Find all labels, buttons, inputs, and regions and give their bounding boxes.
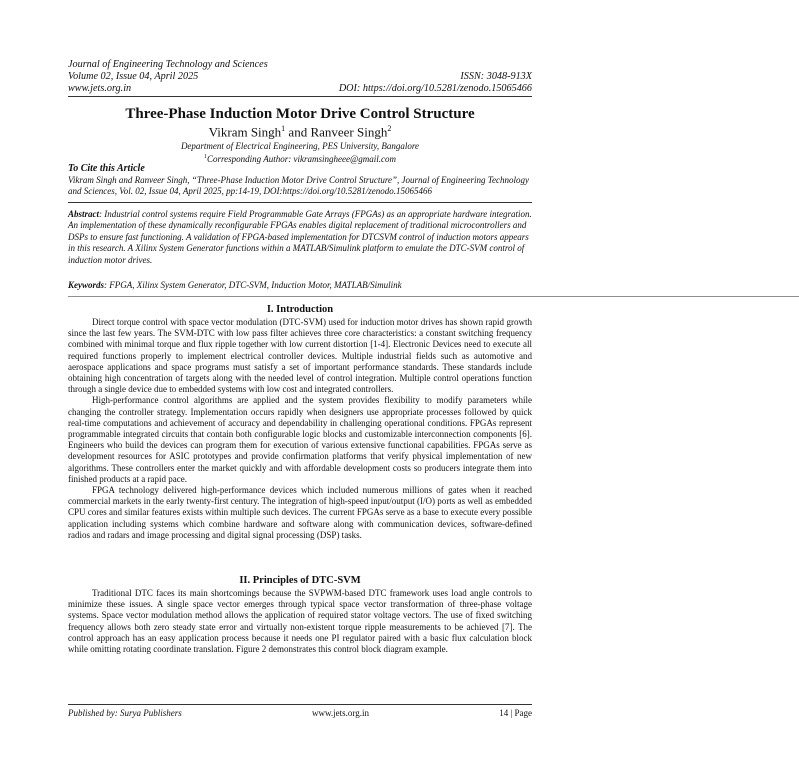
footer-website-link[interactable]: www.jets.org.in — [311, 708, 369, 718]
section-1-paragraph-3: FPGA technology delivered high-performance devices which included numerous millions of gates when it reached commercial markets in the early twenty-first century. The integration of high-speed input/output (I/O) ports as well as embedded CPU cores and similar features exists within multiple such devices. The current FPGAs serve as a base to execute every possible application including systems which combine hardware and software along with communication devices, software-defined radios and radars and image processing and digital signal processing (DSP) tasks. — [68, 485, 532, 540]
footer-page-number: 14 | Page — [499, 708, 532, 718]
section-1-body — [68, 317, 532, 541]
journal-website-link[interactable]: www.jets.org.in — [68, 83, 132, 94]
journal-header — [68, 59, 532, 95]
author-1: Vikram Singh — [208, 124, 282, 140]
header-divider — [68, 96, 532, 97]
author-1-sup: 1 — [281, 124, 286, 133]
keywords-label: Keywords — [68, 280, 104, 290]
issn: ISSN: 3048-913X — [460, 71, 532, 82]
section-1-paragraph-1: Direct torque control with space vector modulation (DTC-SVM) used for induction motor drives has shown rapid growth since the last few years. The SVM-DTC with low pass filter achieves three core characteristics: a constant switching frequency combined with minimal torque and flux ripple together with low current distortion [1-4]. Electronic Devices need to execute all required functions properly to implement electrical controller devices. Multiple industrial fields such as automotive and aerospace applications and space programs must satisfy a set of important performance standards. These standards include obtaining high concentration of targets along with the needed level of control integration. Multiple control operations function through a single device due to embedded systems with low cost and integrated controllers. — [68, 317, 532, 395]
keywords — [68, 280, 532, 290]
author-2-sup: 2 — [387, 124, 392, 133]
dash-divider: —————————————————————————————————————————————————————————————————————————————————————— — [68, 291, 799, 301]
abstract — [68, 209, 532, 266]
section-2-paragraph-1: Traditional DTC faces its main shortcomings because the SVPWM-based DTC framework uses load angle controls to minimize these issues. A single space vector emerges through typical space vector transformation of three-phase voltage systems. Space vector modulation method allows the application of required stator voltage vectors. The use of fixed switching frequency allows both zero steady state error and virtually non-existent torque ripple measurements to be achieved [7]. The control approach has an easy application process because it needs one PI regulator paired with a basic flux calculation block while omitting rotating coordinate translation. Figure 2 demonstrates this control block diagram example. — [68, 588, 532, 655]
abstract-text: : Industrial control systems require Field Programmable Gate Arrays (FPGAs) as an appropriate hardware integration. An implementation of these dynamically reconfigurable FPGAs enables digital replacement of traditional microcontrollers and DSPs to ensure fast functioning. A validation of FPGA-based implementation for DTCSVM control of induction motors appears in this research. A Xilinx System Generator functions within a MATLAB/Simulink platform to emulate the DTC-SVM control of induction motor drives. — [68, 209, 532, 265]
volume-issue: Volume 02, Issue 04, April 2025 — [68, 71, 199, 82]
author-connector: and — [285, 124, 311, 140]
author-2: Ranveer Singh — [310, 124, 388, 140]
page-footer — [68, 708, 532, 718]
section-1-heading: I. Introduction — [266, 304, 334, 315]
keywords-text: : FPGA, Xilinx System Generator, DTC-SVM, Induction Motor, MATLAB/Simulink — [104, 280, 402, 290]
author-line — [68, 124, 532, 140]
section-2-heading: II. Principles of DTC-SVM — [239, 575, 361, 586]
doi-link[interactable]: DOI: https://doi.org/10.5281/zenodo.15065466 — [338, 83, 532, 94]
footer-publisher: Published by: Surya Publishers — [68, 708, 182, 718]
citation-heading: To Cite this Article — [68, 163, 145, 174]
corresponding-author: Corresponding Author: vikramsingheee@gmail.com — [206, 154, 396, 164]
abstract-label: Abstract — [68, 209, 100, 219]
section-2-body — [68, 588, 532, 655]
journal-name: Journal of Engineering Technology and Sciences — [68, 59, 268, 70]
affiliation-block — [68, 141, 532, 165]
corresponding-sup: 1 — [203, 154, 207, 160]
department: Department of Electrical Engineering, PES University, Bangalore — [180, 141, 420, 151]
citation-divider — [68, 202, 532, 203]
citation-text: Vikram Singh and Ranveer Singh, “Three-Phase Induction Motor Drive Control Structure”, Journal of Engineering Technology and Sciences, Vol. 02, Issue 04, April 2025, pp:14-19, DOI:https://doi.org/10.5281/zenodo.15065466 — [68, 175, 529, 197]
section-1-paragraph-2: High-performance control algorithms are applied and the system provides flexibility to modify parameters while changing the controller strategy. Implementation occurs rapidly when designers use appropriate processes followed by quick real-time computations and achievement of accuracy and dependability in challenging operational conditions. FPGAs represent programmable integrated circuits that contain both configurable logic blocks and customizable interconnection components [6]. Engineers who build the devices can program them for execution of various extensive functional capabilities. FPGAs serve as development resources for ASIC prototypes and provide confirmation platforms that verify physical implementation of new algorithms. These controllers enter the market quickly and with affordable development costs so producers integrate them into finished products at a rapid pace. — [68, 395, 532, 484]
footer-divider — [68, 704, 532, 705]
paper-title: Three-Phase Induction Motor Drive Control Structure — [125, 106, 475, 122]
